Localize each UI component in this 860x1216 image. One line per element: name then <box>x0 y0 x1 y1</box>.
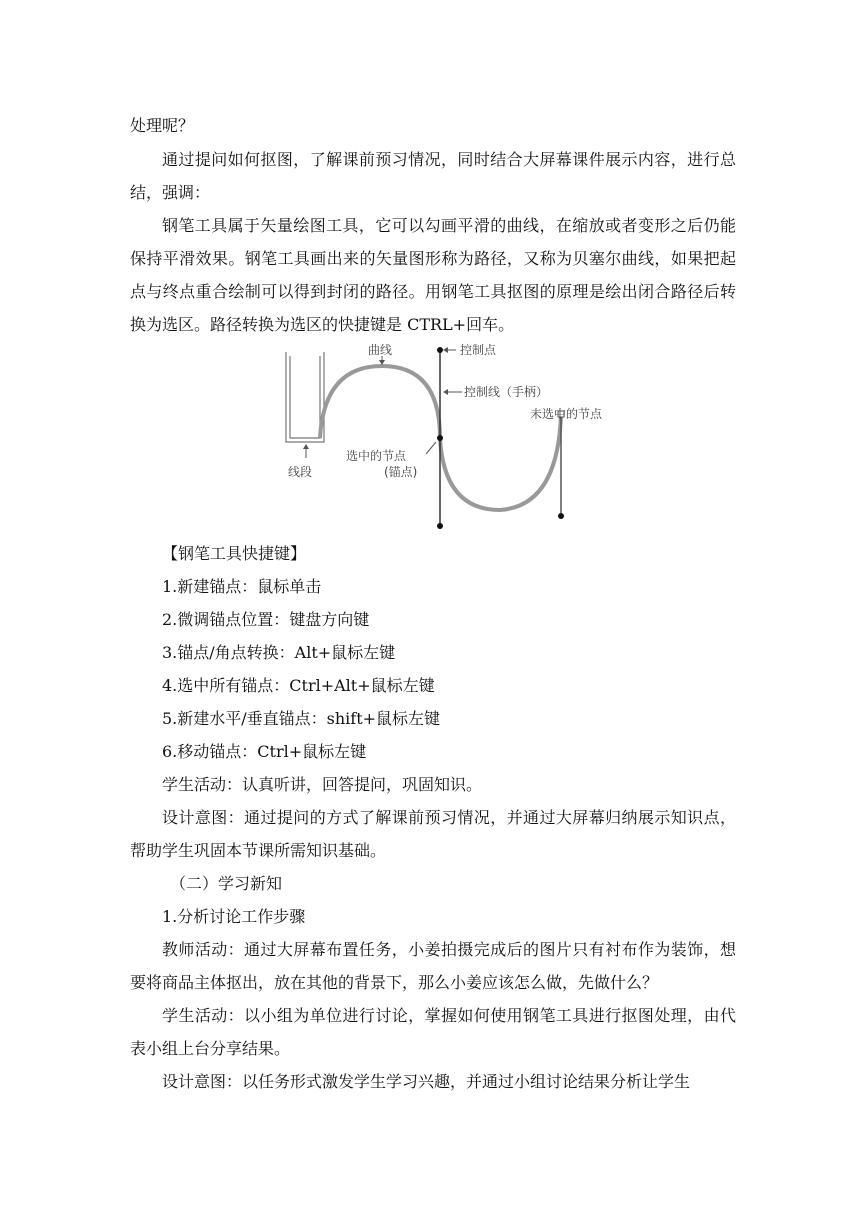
control-point-bottom <box>437 523 443 529</box>
control-point-top <box>437 347 443 353</box>
section-heading: （二）学习新知 <box>170 874 283 893</box>
line-segment-inner <box>290 356 320 438</box>
paragraph-intro: 通过提问如何抠图，了解课前预习情况，同时结合大屏幕课件展示内容，进行总结，强调： <box>130 150 736 202</box>
shortcut-item: 4.选中所有锚点：Ctrl+Alt+鼠标左键 <box>162 676 435 695</box>
shortcut-item: 2.微调锚点位置：键盘方向键 <box>162 610 370 629</box>
line-segment-outer <box>286 352 324 442</box>
shortcut-item: 3.锚点/角点转换：Alt+鼠标左键 <box>162 643 396 662</box>
selected-anchor <box>437 435 443 441</box>
shortcut-item: 1.新建锚点：鼠标单击 <box>162 577 322 596</box>
upper-curve <box>320 366 440 438</box>
label-unselected-node: 未选中的节点 <box>530 407 603 421</box>
label-selected-anchor: (锚点) <box>384 465 418 479</box>
step-heading: 1.分析讨论工作步骤 <box>162 907 306 926</box>
label-segment: 线段 <box>288 465 313 479</box>
right-end-point <box>558 513 564 519</box>
label-control-point: 控制点 <box>460 343 497 357</box>
label-control-line: 控制线（手柄） <box>464 385 549 399</box>
paragraph-student-activity: 学生活动：认真听讲，回答提问，巩固知识。 <box>162 775 483 794</box>
paragraph-continuation: 处理呢？ <box>130 116 195 135</box>
selected-anchor-arrow <box>426 442 436 454</box>
shortcut-item: 5.新建水平/垂直锚点：shift+鼠标左键 <box>162 709 441 728</box>
lower-curve <box>440 414 561 510</box>
pen-tool-path-diagram <box>276 342 606 534</box>
label-curve: 曲线 <box>368 343 393 357</box>
shortcuts-title: 【钢笔工具快捷键】 <box>162 544 307 563</box>
paragraph-student-discussion: 学生活动：以小组为单位进行讨论，掌握如何使用钢笔工具进行抠图处理，由代表小组上台分享结果。 <box>130 1006 736 1058</box>
paragraph-design-intent-2: 设计意图：以任务形式激发学生学习兴趣，并通过小组讨论结果分析让学生 <box>162 1072 691 1091</box>
shortcut-item: 6.移动锚点：Ctrl+鼠标左键 <box>162 742 367 761</box>
label-selected-node: 选中的节点 <box>346 449 407 463</box>
paragraph-pen-tool: 钢笔工具属于矢量绘图工具，它可以勾画平滑的曲线，在缩放或者变形之后仍能保持平滑效果。钢笔工具画出来的矢量图形称为路径，又称为贝塞尔曲线，如果把起点与终点重合绘制可以得到封闭的路径。用钢笔工具抠图的原理是绘出闭合路径后转换为选区。路径转换为选区的快捷键是 CTRL+回车。 <box>130 216 736 334</box>
paragraph-teacher-activity: 教师活动：通过大屏幕布置任务，小姜拍摄完成后的图片只有衬布作为装饰，想要将商品主体抠出，放在其他的背景下，那么小姜应该怎么做，先做什么？ <box>130 940 736 992</box>
paragraph-design-intent: 设计意图：通过提问的方式了解课前预习情况，并通过大屏幕归纳展示知识点，帮助学生巩固本节课所需知识基础。 <box>130 808 736 860</box>
